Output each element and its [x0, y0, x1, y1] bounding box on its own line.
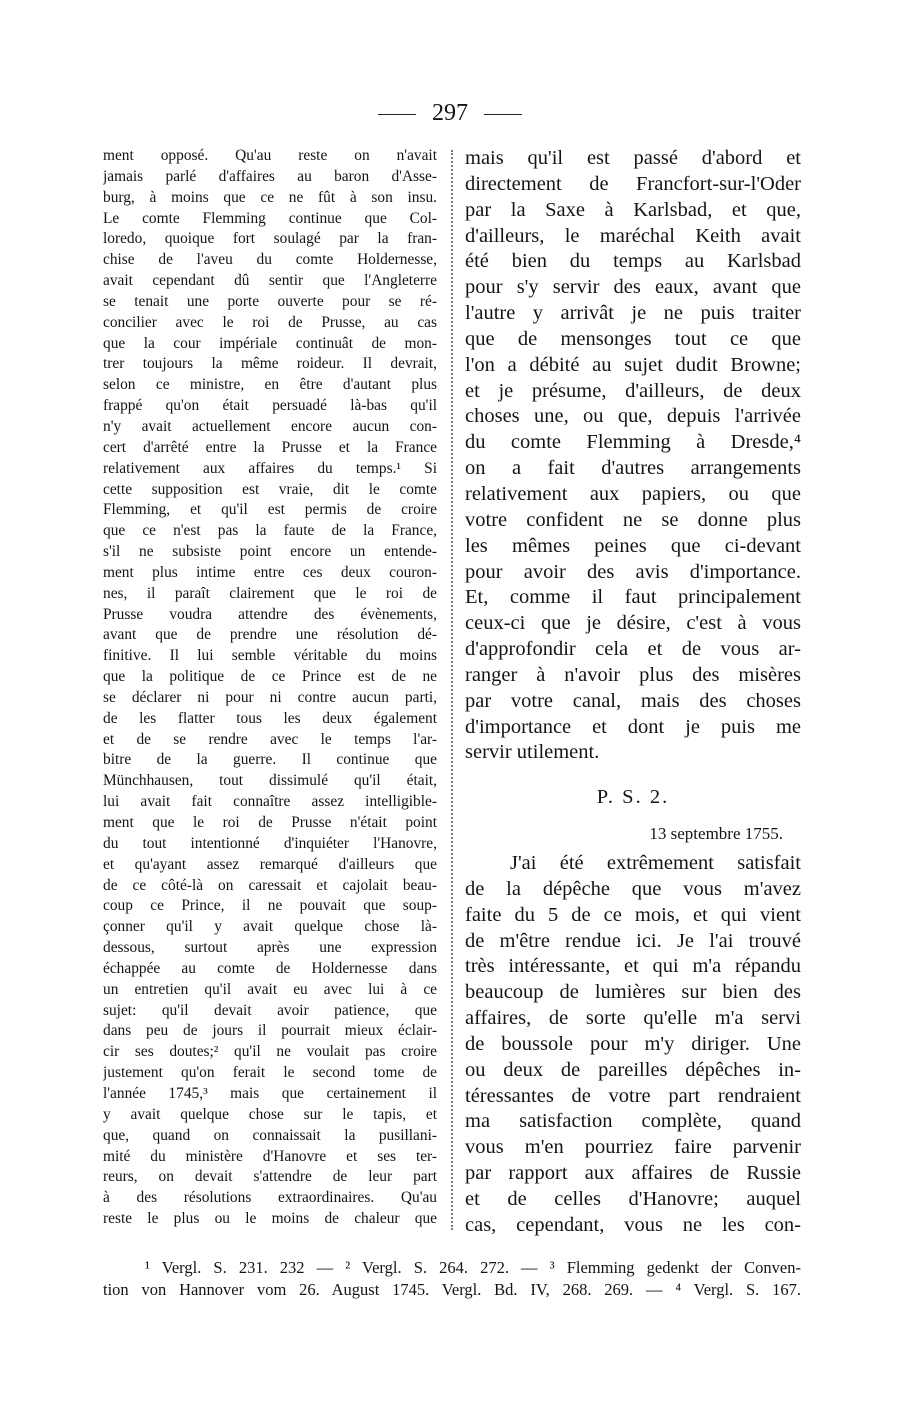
text-line: reurs, on devait s'attendre de leur part	[103, 1168, 437, 1186]
text-line: et de celles d'Hanovre; auquel	[465, 1187, 801, 1210]
text-line: par la Saxe à Karlsbad, et que,	[465, 198, 801, 221]
text-line: pour s'y servir des eaux, avant que	[465, 276, 801, 299]
text-line: directement de Francfort-sur-l'Oder	[465, 172, 801, 195]
footnote-line: tion von Hannover vom 26. August 1745. Vergl. Bd. IV, 268. 269. — ⁴ Vergl. S. 167.	[103, 1280, 801, 1299]
text-line: bitre de la guerre. Il continue que	[103, 751, 437, 769]
text-line: ment plus intime entre ces deux couron-	[103, 563, 437, 581]
header-dash-right	[484, 114, 522, 115]
text-line: faite du 5 de ce mois, et qui vient	[465, 903, 801, 926]
text-line: que de mensonges tout ce que	[465, 327, 801, 350]
text-line: affaires, de sorte qu'elle m'a servi	[465, 1007, 801, 1030]
text-line: de boussole pour m'y diriger. Une	[465, 1032, 801, 1055]
text-line: du comte Flemming à Dresde,⁴	[465, 431, 801, 454]
text-line: et je présume, d'ailleurs, de deux	[465, 379, 801, 402]
postscript-text	[465, 851, 801, 1239]
text-line: Le comte Flemming continue que Col-	[103, 209, 437, 227]
text-line: mité du ministère d'Hanovre et ses ter-	[103, 1147, 437, 1165]
text-line: d'importance et dont je puis me	[465, 715, 801, 738]
text-line: avait cependant dû sentir que l'Angleterre	[103, 272, 437, 290]
text-line: mais qu'il est passé d'abord et	[465, 147, 801, 169]
column-divider	[451, 150, 453, 1230]
text-line: choses une, ou que, depuis l'arrivée	[465, 405, 801, 428]
footnote-line: ¹ Vergl. S. 231. 232 — ² Vergl. S. 264. 272. — ³ Flemming gedenkt der Conven-	[145, 1258, 801, 1277]
text-line: ranger à n'avoir plus des misères	[465, 663, 801, 686]
left-column	[103, 146, 437, 1230]
text-line: s'il ne subsiste point encore un entende-	[103, 543, 437, 561]
footnotes	[103, 1257, 801, 1301]
text-line: relativement aux papiers, ou que	[465, 482, 801, 505]
text-line: que ce n'est pas la faute de la France,	[103, 522, 437, 540]
text-line: un entretien qu'il avait eu avec lui à ce	[103, 980, 437, 998]
text-line: votre confident ne se donne plus	[465, 508, 801, 531]
text-line: téressantes de votre part rendraient	[465, 1084, 801, 1107]
text-line: avant que de prendre une résolution dé-	[103, 626, 437, 644]
text-line: relativement aux affaires du temps.¹ Si	[103, 459, 437, 477]
text-line: y avait quelque chose sur le tapis, et	[103, 1105, 437, 1123]
text-line: cette supposition est vraie, dit le comte	[103, 480, 437, 498]
text-line: l'année 1745,³ mais que certainement il	[103, 1084, 437, 1102]
text-line: très intéressante, et qui m'a répandu	[465, 955, 801, 978]
text-line: vous m'en pourriez faire parvenir	[465, 1136, 801, 1159]
text-line: ment opposé. Qu'au reste on n'avait	[103, 147, 437, 164]
text-line: J'ai été extrêmement satisfait	[510, 852, 801, 874]
text-line: les mêmes peines que ci-devant	[465, 534, 801, 557]
text-line: beaucoup de lumières sur bien des	[465, 981, 801, 1004]
text-line: çonner qu'il y avait quelque chose là-	[103, 918, 437, 936]
text-line: du tout intentionné d'inquiéter l'Hanovre,	[103, 834, 437, 852]
postscript-date: 13 septembre 1755.	[649, 824, 783, 843]
text-line: Et, comme il faut principalement	[465, 586, 801, 609]
text-line: concilier avec le roi de Prusse, au cas	[103, 313, 437, 331]
text-line: été bien du temps au Karlsbad	[465, 250, 801, 273]
text-line: à des résolutions extraordinaires. Qu'au	[103, 1189, 437, 1207]
text-line: servir utilement.	[465, 741, 600, 764]
text-line: se déclarer ni pour ni contre aucun parti,	[103, 688, 437, 706]
text-line: par votre canal, mais des choses	[465, 689, 801, 712]
text-line: ma satisfaction complète, quand	[465, 1110, 801, 1133]
text-line: lui avait fait connaître assez intelligible-	[103, 793, 437, 811]
text-line: frappé qu'on était persuadé là-bas qu'il	[103, 397, 437, 415]
text-line: chise de l'aveu du comte Holdernesse,	[103, 251, 437, 269]
text-line: que la politique de ce Prince est de ne	[103, 668, 437, 686]
text-line: Flemming, et qu'il est permis de croire	[103, 501, 437, 519]
text-line: dans peu de jours il pourrait mieux éclair-	[103, 1022, 437, 1040]
text-line: n'y avait actuellement encore aucun con-	[103, 417, 437, 435]
text-line: et de se rendre avec le temps l'ar-	[103, 730, 437, 748]
text-line: dessous, surtout après une expression	[103, 939, 437, 957]
text-line: reste le plus ou le moins de chaleur que	[103, 1210, 437, 1228]
text-line: ou deux de pareilles dépêches in-	[465, 1058, 801, 1081]
text-line: l'on a débité au sujet dudit Browne;	[465, 353, 801, 376]
text-line: burg, à moins que ce ne fût à son insu.	[103, 188, 437, 206]
text-line: coup ce Prince, il ne pouvait que soup-	[103, 897, 437, 915]
text-line: loredo, quoique fort soulagé par la fran-	[103, 230, 437, 248]
text-line: ceux-ci que je désire, c'est à vous	[465, 612, 801, 635]
text-line: et qu'ayant assez remarqué d'ailleurs que	[103, 855, 437, 873]
text-line: sujet: qu'il devait avoir patience, que	[103, 1001, 437, 1019]
text-line: pour avoir des avis d'importance.	[465, 560, 801, 583]
text-line: cas, cependant, vous ne les con-	[465, 1213, 801, 1236]
page-header	[0, 100, 900, 130]
text-line: de m'être rendue ici. Je l'ai trouvé	[465, 929, 801, 952]
text-line: de la dépêche que vous m'avez	[465, 877, 801, 900]
text-line: justement qu'on ferait le second tome de	[103, 1064, 437, 1082]
page-number: 297	[432, 100, 468, 126]
text-line: trer toujours la même roideur. Il devrait,	[103, 355, 437, 373]
text-line: que, quand on connaissait la pusillani-	[103, 1126, 437, 1144]
text-line: Münchhausen, tout dissimulé qu'il était,	[103, 772, 437, 790]
text-line: ment que le roi de Prusse n'était point	[103, 814, 437, 831]
text-line: de les flatter tous les deux également	[103, 709, 437, 727]
postscript-heading: P. S. 2.	[596, 786, 670, 808]
header-dash-left	[378, 114, 416, 115]
text-line: Prusse voudra attendre des évènements,	[103, 605, 437, 623]
text-line: l'autre y arrivât je ne puis traiter	[465, 302, 801, 325]
text-line: finitive. Il lui semble véritable du moins	[103, 647, 437, 665]
text-line: échappée au comte de Holdernesse dans	[103, 959, 437, 977]
text-line: selon ce ministre, en être d'autant plus	[103, 376, 437, 394]
text-line: nes, il paraît clairement que le roi de	[103, 584, 437, 602]
text-line: de ce côté-là on caressait et cajolait beau-	[103, 876, 437, 894]
text-line: cir ses doutes;² qu'il ne voulait pas croire	[103, 1043, 437, 1061]
text-line: par rapport aux affaires de Russie	[465, 1162, 801, 1185]
right-column	[465, 146, 801, 766]
text-line: d'approfondir cela et de vous ar-	[465, 638, 801, 661]
text-line: on a fait d'autres arrangements	[465, 457, 801, 480]
text-line: d'ailleurs, le maréchal Keith avait	[465, 224, 801, 247]
text-line: que la cour impériale continuât de mon-	[103, 334, 437, 352]
text-line: jamais parlé d'affaires au baron d'Asse-	[103, 167, 437, 185]
text-line: se tenait une porte ouverte pour se ré-	[103, 292, 437, 310]
text-line: cert d'arrêté entre la Prusse et la France	[103, 438, 437, 456]
